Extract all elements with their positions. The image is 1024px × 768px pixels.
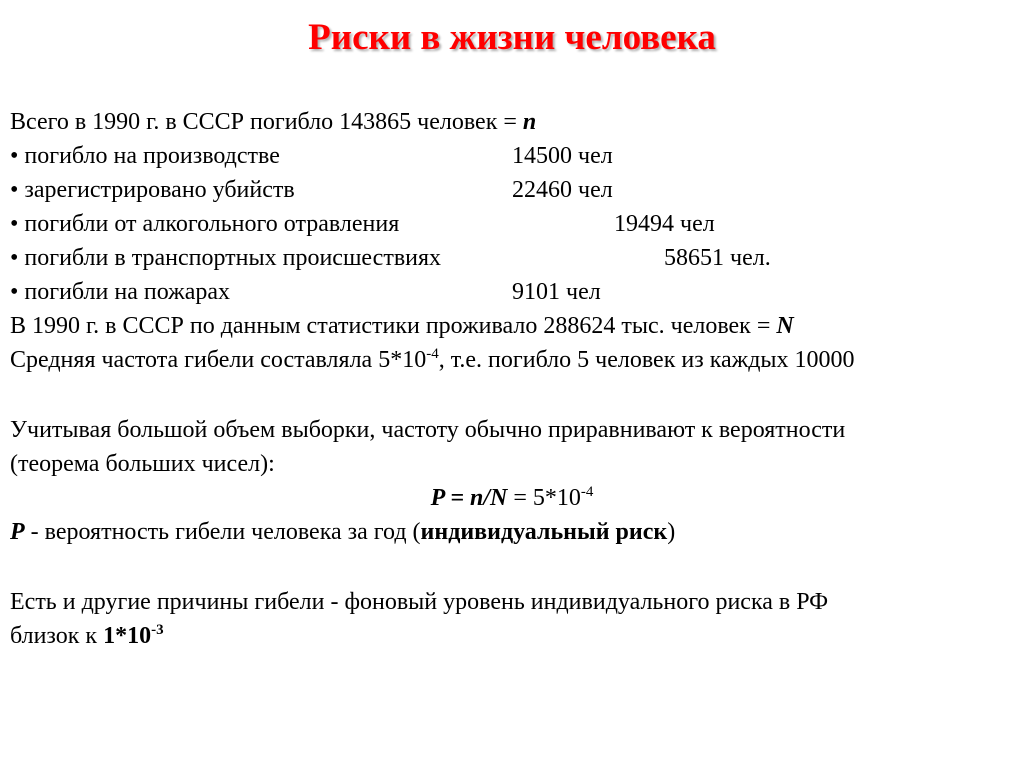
variable-P: P: [10, 519, 25, 545]
definition-line: [10, 515, 675, 549]
definition-text: - вероятность гибели человека за год (: [24, 519, 421, 545]
slide-title: Риски в жизни человека: [308, 17, 716, 58]
list-item-value: 19494 чел: [614, 211, 715, 237]
population-text: В 1990 г. в СССР по данным статистики проживало 288624 тыс. человек =: [10, 313, 777, 339]
frequency-line: [10, 343, 855, 377]
background-line-2: [10, 619, 164, 653]
probability-formula: [0, 481, 1024, 515]
background-line-1: Есть и другие причины гибели - фоновый уровень индивидуального риска в РФ: [10, 589, 829, 615]
formula-rhs: = 5*10: [507, 485, 581, 511]
list-item-value: 58651 чел.: [664, 245, 771, 271]
list-item-value: 9101 чел: [512, 279, 601, 305]
frequency-text: Средняя частота гибели составляла 5*10: [10, 347, 427, 373]
definition-close: ): [667, 519, 676, 545]
background-text: близок к: [10, 623, 104, 649]
list-item: • погибли в транспортных происшествиях: [10, 245, 442, 271]
individual-risk-term: индивидуальный риск: [420, 519, 668, 545]
list-item-value: 14500 чел: [512, 143, 613, 169]
variable-n: n: [522, 109, 537, 135]
frequency-explanation: , т.е. погибло 5 человек из каждых 10000: [438, 347, 855, 373]
total-deaths-text: Всего в 1990 г. в СССР погибло 143865 человек =: [10, 109, 523, 135]
total-deaths-line: [10, 105, 536, 139]
list-item: • погибло на производстве: [10, 143, 280, 169]
list-item: • погибли от алкогольного отравления: [10, 211, 400, 237]
formula-lhs: P = n/N: [430, 485, 508, 511]
formula-exponent: -4: [580, 484, 594, 500]
variable-N: N: [776, 313, 794, 339]
population-line: [10, 309, 794, 343]
background-risk-exponent: -3: [151, 622, 164, 638]
list-item-value: 22460 чел: [512, 177, 613, 203]
list-item: • зарегистрировано убийств: [10, 177, 295, 203]
law-line-2: (теорема больших чисел):: [10, 451, 275, 477]
law-line-1: Учитывая большой объем выборки, частоту обычно приравнивают к вероятности: [10, 417, 846, 443]
background-risk-value: 1*10: [103, 623, 152, 649]
list-item: • погибли на пожарах: [10, 279, 230, 305]
frequency-exponent: -4: [426, 346, 439, 362]
